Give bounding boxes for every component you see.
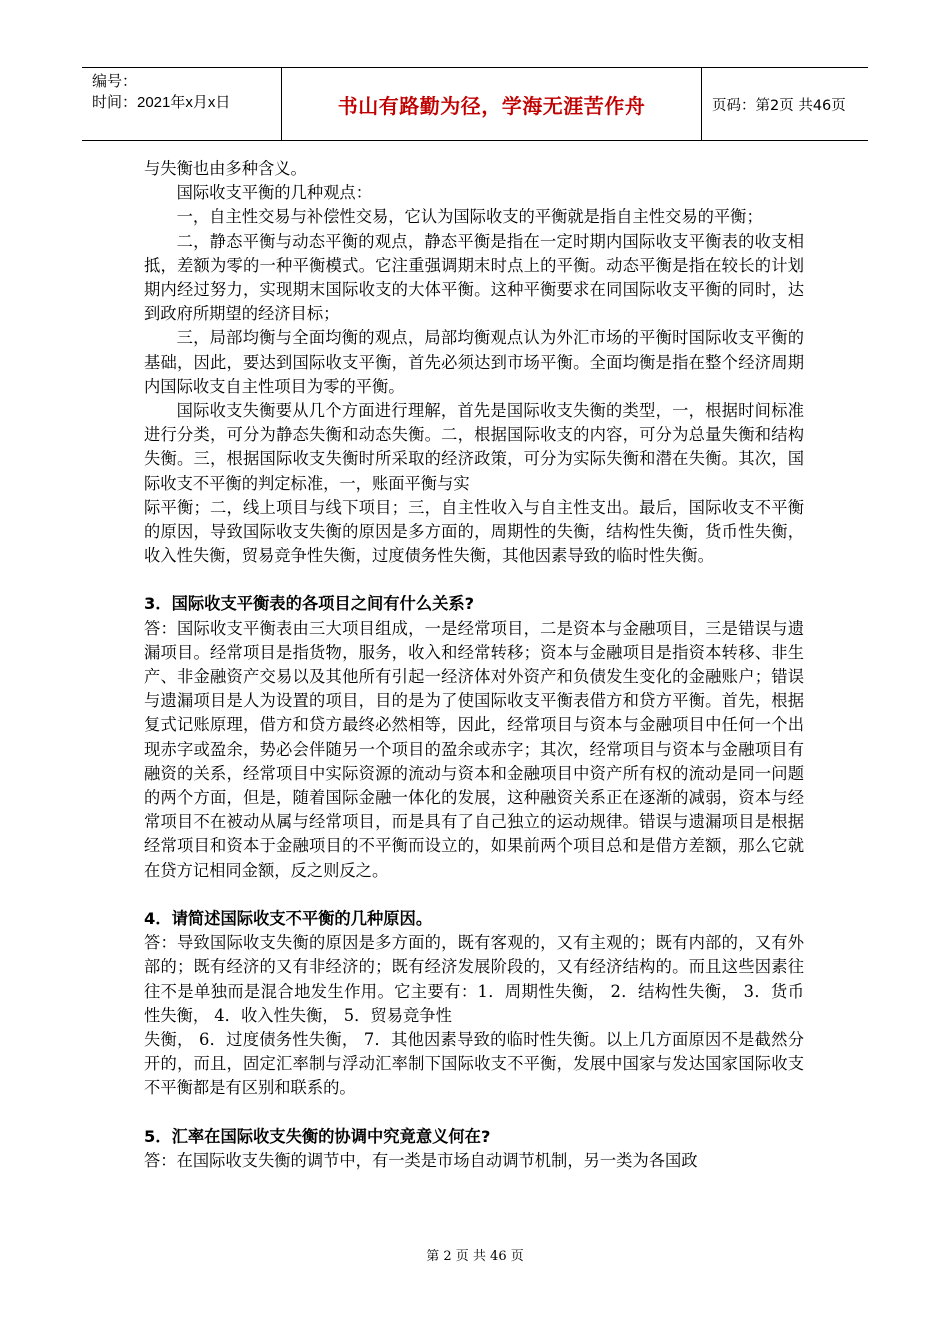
body-paragraph: 一，自主性交易与补偿性交易，它认为国际收支的平衡就是指自主性交易的平衡； [176,207,763,227]
page-footer: 第 2 页 共 46 页 [426,1249,524,1264]
section-heading-4: 4．请简述国际收支不平衡的几种原因。 [144,908,433,928]
section-heading-5: 5．汇率在国际收支失衡的协调中究竟意义何在? [144,1126,491,1146]
answer-paragraph: 答：在国际收支失衡的调节中，有一类是市场自动调节机制，另一类为各国政 [144,1150,698,1170]
document-number-label: 编号： [92,73,138,90]
body-paragraph: 二，静态平衡与动态平衡的观点，静态平衡是指在一定时期内国际收支平衡表的收支相抵，差额为零的一种平衡模式。它注重强调期末时点上的平衡。动态平衡是指在较长的计划期内经过努力，实现期末国际收支的大体平衡。这种平衡要求在同国际收支平衡的同时，达到政府所期望的经济目标； [144,231,804,324]
body-paragraph: 国际收支失衡要从几个方面进行理解，首先是国际收支失衡的类型，一，根据时间标准进行分类，可分为静态失衡和动态失衡。二，根据国际收支的内容，可分为总量失衡和结构失衡。三，根据国际收支失衡时所采取的经济政策，可分为实际失衡和潜在失衡。其次，国际收支不平衡的判定标准，一，账面平衡与实 [144,401,804,493]
body-paragraph: 国际收支平衡的几种观点： [176,183,372,203]
document-date-label: 时间：2021年x月x日 [92,94,231,111]
body-paragraph: 与失衡也由多种含义。 [144,159,307,178]
answer-paragraph: 失衡， 6．过度债务性失衡， 7．其他因素导致的临时性失衡。以上几方面原因不是截然分开的，而且，固定汇率制与浮动汇率制下国际收支不平衡，发展中国家与发达国家国际收支不平衡都是有区别和联系的。 [144,1029,804,1098]
page-header [82,67,868,141]
header-page-cell [702,68,868,140]
header-info-cell [82,68,282,140]
header-motto-cell [282,68,702,140]
answer-paragraph: 答：导致国际收支失衡的原因是多方面的，既有客观的，又有主观的；既有内部的，又有外部的；既有经济的又有非经济的；既有经济发展阶段的，又有经济结构的。而且这些因素往往不是单独而是混合地发生作用。它主要有：1．周期性失衡， 2．结构性失衡， 3．货币性失衡， 4．收入性失衡， 5．贸易竞争性 [144,933,804,1025]
body-paragraph: 际平衡；二，线上项目与线下项目；三，自主性收入与自主性支出。最后，国际收支不平衡的原因，导致国际收支失衡的原因是多方面的，周期性的失衡，结构性失衡，货币性失衡，收入性失衡，贸易竞争性失衡，过度债务性失衡，其他因素导致的临时性失衡。 [144,497,804,566]
document-body [144,157,804,1173]
header-motto: 书山有路勤为径，学海无涯苦作舟 [337,93,646,118]
answer-paragraph: 答：国际收支平衡表由三大项目组成，一是经常项目，二是资本与金融项目，三是错误与遗漏项目。经常项目是指货物，服务，收入和经常转移；资本与金融项目是指资本转移、非生产、非金融资产交易以及其他所有引起一经济体对外资产和负债发生变化的金融账户；错误与遗漏项目是人为设置的项目，目的是为了使国际收支平衡表借方和贷方平衡。首先，根据复式记账原理，借方和贷方最终必然相等，因此，经常项目与资本与金融项目中任何一个出现赤字或盈余，势必会伴随另一个项目的盈余或赤字；其次，经常项目与资本与金融项目有融资的关系，经常项目中实际资源的流动与资本和金融项目中资产所有权的流动是同一问题的两个方面，但是，随着国际金融一体化的发展，这种融资关系正在逐渐的减弱，资本与经常项目不在被动从属与经常项目，而是具有了自己独立的运动规律。错误与遗漏项目是根据经常项目和资本于金融项目的不平衡而设立的，如果前两个项目总和是借方差额，那么它就在贷方记相同金额，反之则反之。 [144,618,804,880]
body-paragraph: 三，局部均衡与全面均衡的观点，局部均衡观点认为外汇市场的平衡时国际收支平衡的基础，因此，要达到国际收支平衡，首先必须达到市场平衡。全面均衡是指在整个经济周期内国际收支自主性项目为零的平衡。 [144,328,804,396]
section-heading-3: 3．国际收支平衡表的各项目之间有什么关系? [144,594,475,614]
header-page-number: 页码：第2页 共46页 [712,97,846,114]
